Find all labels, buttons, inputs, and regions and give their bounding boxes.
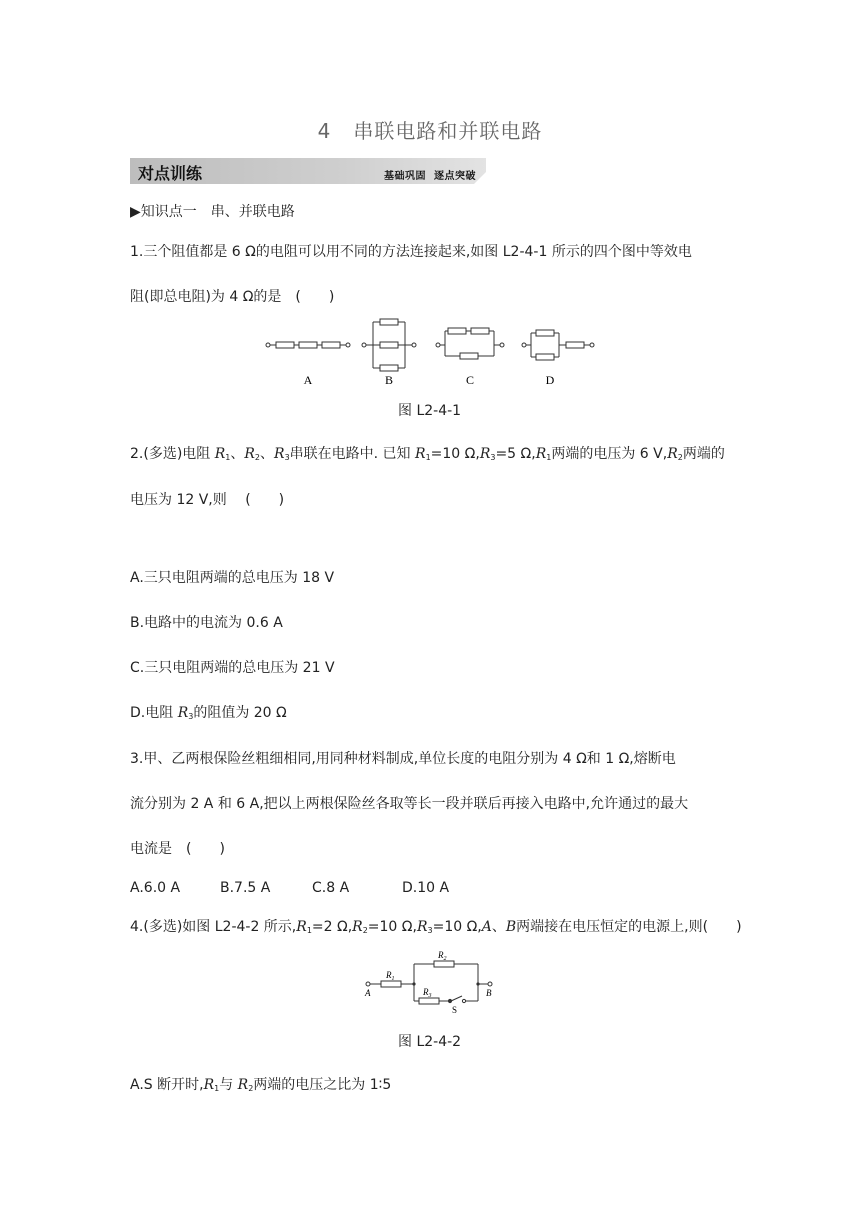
section-banner	[130, 158, 486, 184]
q3-line-1: 3.甲、乙两根保险丝粗细相同,用同种材料制成,单位长度的电阻分别为 4 Ω和 1 Ω,熔断电	[130, 751, 676, 767]
figure-L2-4-2	[362, 946, 502, 1016]
q3-option-b: B.7.5 A	[220, 880, 271, 896]
sub: 3	[427, 926, 433, 935]
var-a: A	[481, 919, 492, 935]
q2-d-text: 的阻值为 20 Ω	[193, 705, 287, 721]
var-r: R	[535, 446, 547, 462]
q1-line-1: 1.三个阻值都是 6 Ω的电阻可以用不同的方法连接起来,如图 L2-4-1 所示的四个图中等效电	[130, 244, 692, 260]
q2-d-text: D.电阻	[130, 705, 178, 721]
title-text: 串联电路和并联电路	[353, 119, 543, 143]
var-b: B	[505, 919, 517, 935]
sub: 1	[306, 926, 312, 935]
q3-option-a: A.6.0 A	[130, 880, 181, 896]
q4-text: 两端接在电压恒定的电源上,则( )	[516, 919, 742, 935]
q4-text: =10 Ω,	[432, 919, 482, 935]
label-a: A	[365, 988, 371, 998]
sub: 2	[254, 453, 261, 462]
banner-title: 对点训练	[138, 164, 203, 183]
sub: 1	[425, 453, 431, 462]
var-r: R	[667, 446, 678, 462]
sub: 2	[362, 926, 368, 935]
sub: 1	[214, 1084, 220, 1093]
label-r3: $R_3$	[423, 987, 432, 999]
var-r: R	[177, 705, 189, 721]
q4-a-text: A.S 断开时,	[130, 1077, 204, 1093]
sub: 2	[677, 453, 683, 462]
circuit-diagram-d	[522, 330, 594, 360]
sub: 2	[248, 1084, 254, 1093]
figure-L2-4-1	[262, 314, 602, 396]
sub: 3	[490, 453, 496, 462]
label-r2: $R_2$	[438, 950, 447, 962]
q2-text: 两端的电压为 6 V,	[551, 446, 668, 462]
circuit-diagram-b	[362, 319, 416, 371]
q4-line-1	[130, 917, 742, 941]
q2-option-a: A.三只电阻两端的总电压为 18 V	[130, 570, 335, 586]
q4-a-text: 两端的电压之比为 1∶5	[253, 1077, 392, 1093]
figure-caption-2: 图 L2-4-2	[398, 1034, 462, 1050]
q3-line-3: 电流是 ( )	[130, 841, 225, 857]
option-label-d: D	[545, 373, 555, 387]
var-r: R	[237, 1077, 249, 1093]
circuit-diagram-c	[436, 328, 504, 359]
sub: 1	[225, 453, 231, 462]
var-r: R	[416, 919, 428, 935]
var-r: R	[479, 446, 491, 462]
q4-option-a	[130, 1075, 391, 1099]
q4-text: =2 Ω,	[311, 919, 353, 935]
label-switch: S	[452, 1005, 458, 1015]
sub: 1	[546, 453, 552, 462]
var-r: R	[352, 919, 363, 935]
q2-text: 、	[260, 446, 275, 462]
section-heading: ▶知识点一 串、并联电路	[130, 204, 295, 220]
page-title	[0, 115, 860, 144]
q1-line-2: 阻(即总电阻)为 4 Ω的是 ( )	[130, 289, 335, 305]
var-r: R	[244, 446, 255, 462]
option-label-a: A	[303, 373, 313, 387]
q2-text: =10 Ω,	[430, 446, 480, 462]
var-r: R	[203, 1077, 215, 1093]
junction-dot	[412, 982, 415, 985]
q2-text: 、	[230, 446, 245, 462]
circuit-diagram-a	[266, 342, 350, 348]
var-r: R	[214, 446, 226, 462]
q2-option-d	[130, 703, 287, 727]
q2-option-b: B.电路中的电流为 0.6 A	[130, 615, 283, 631]
label-r1: $R_1$	[386, 970, 395, 982]
option-label-c: C	[465, 373, 475, 387]
q3-option-d: D.10 A	[402, 880, 450, 896]
q2-text: =5 Ω,	[495, 446, 536, 462]
q3-option-c: C.8 A	[312, 880, 350, 896]
figure-caption-1: 图 L2-4-1	[398, 403, 462, 419]
q4-a-text: 与	[219, 1077, 238, 1093]
banner-tag-1: 基础巩固	[384, 171, 426, 182]
q4-text: 、	[491, 919, 506, 935]
sub: 3	[188, 712, 194, 721]
var-r: R	[296, 919, 307, 935]
var-r: R	[274, 446, 285, 462]
banner-tags	[384, 167, 484, 182]
q2-text: 串联在电路中. 已知	[289, 446, 416, 462]
q2-text: 2.(多选)电阻	[130, 446, 215, 462]
q2-line-1	[130, 444, 725, 468]
q4-text: =10 Ω,	[367, 919, 417, 935]
banner-tag-2: 逐点突破	[434, 171, 476, 182]
var-r: R	[415, 446, 426, 462]
title-number: 4	[317, 119, 332, 143]
junction-dot	[476, 982, 479, 985]
q3-line-2: 流分别为 2 A 和 6 A,把以上两根保险丝各取等长一段并联后再接入电路中,允许通过的最大	[130, 796, 689, 812]
option-label-b: B	[384, 373, 394, 387]
q2-text: 两端的	[682, 446, 725, 462]
label-b: B	[486, 988, 492, 998]
q4-text: 4.(多选)如图 L2-4-2 所示,	[130, 919, 297, 935]
q2-line-2: 电压为 12 V,则 ( )	[130, 492, 285, 508]
sub: 3	[284, 453, 290, 462]
q2-option-c: C.三只电阻两端的总电压为 21 V	[130, 660, 335, 676]
